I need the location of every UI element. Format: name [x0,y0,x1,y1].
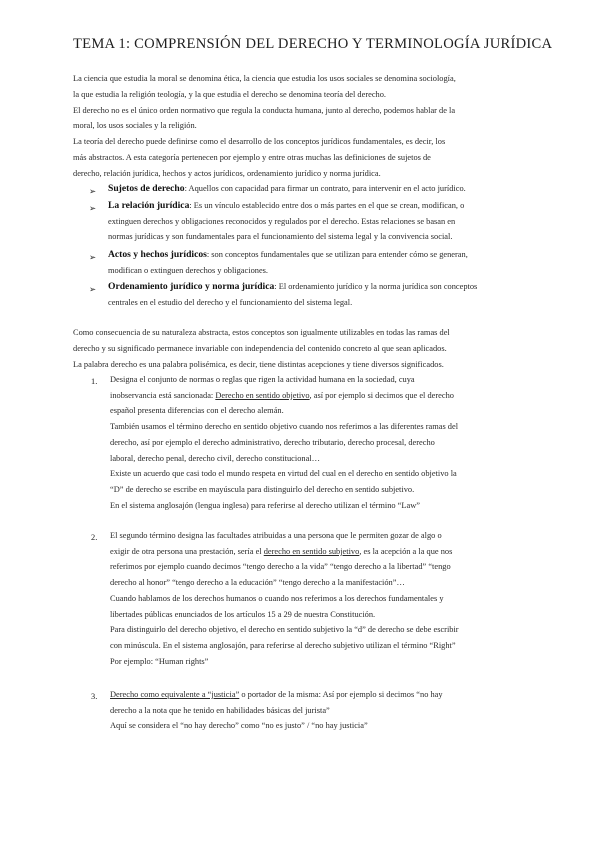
text-line: derecho, así por ejemplo el derecho administrativo, derecho tributario, derecho procesal, derecho [110,437,435,447]
bullet-text: normas jurídicas y son fundamentales para el funcionamiento del sistema legal y la convivencia social. [108,232,453,242]
list-item [110,687,443,734]
list-item [110,528,459,669]
bullet-item [108,181,466,197]
list-number: 3. [91,692,98,701]
list-item [110,372,458,513]
bullet-text: modifican o extinguen derechos y obligaciones. [108,265,269,275]
text-line: La teoría del derecho puede definirse como el desarrollo de los conceptos jurídicos fundamentales, es decir, los [73,137,446,147]
text-line: exigir de otra persona una prestación, sería el [110,546,264,556]
text-line: Por ejemplo: “Human rights” [110,656,209,666]
text-line: También usamos el término derecho en sentido objetivo cuando nos referimos a las diferentes ramas del [110,422,459,432]
text-line: Para distinguirlo del derecho objetivo, el derecho en sentido subjetivo la “d” de derecho se debe escribir [110,625,459,635]
text-line: inobservancia está sancionada: [110,390,216,400]
text-line: derecho, relación jurídica, hechos y actos jurídicos, ordenamiento jurídico y norma jurídica. [73,168,381,178]
middle-paragraph [73,325,450,372]
bullet-text: : Es un vínculo establecido entre dos o más partes en el que se crean, modifican, o [189,201,465,210]
underlined-term: derecho en sentido subjetivo [263,546,360,556]
text-line: referimos por ejemplo cuando decimos “tengo derecho a la vida” “tengo derecho a la libertad” “tengo [110,562,451,572]
text-line: libertades públicas enunciados de los artículos 15 a 29 de nuestra Constitución. [110,609,376,619]
bullet-text: extinguen derechos y obligaciones reconocidos y regulados por el derecho. Estas relaciones se basan en [108,216,456,226]
text-line: derecho y su significado permanece invariable con independencia del contenido concreto al que sean aplicados. [73,343,447,353]
bullet-arrow-icon: ➢ [89,285,97,294]
text-line: Designa el conjunto de normas o reglas que rigen la actividad humana en la sociedad, cuya [110,375,415,384]
document-title: TEMA 1: COMPRENSIÓN DEL DERECHO Y TERMINOLOGÍA JURÍDICA [73,36,553,52]
text-line: , así por ejemplo si decimos que el derecho [309,390,454,400]
text-line: más abstractos. A esta categoría pertenecen por ejemplo y entre otras muchas las definiciones de sujetos de [73,152,431,162]
bullet-item [108,247,468,278]
text-line: con minúscula. En el sistema anglosajón, para referirse al derecho subjetivo utilizan el término “Right” [110,640,456,650]
text-line: La ciencia que estudia la moral se denomina ética, la ciencia que estudia los usos sociales se denomina sociología, [73,74,456,83]
text-line: En el sistema anglosajón (lengua inglesa) para referirse al derecho utilizan el término “Law” [110,500,420,510]
bullet-term: Ordenamiento jurídico y norma jurídica [108,281,275,292]
underlined-term: Derecho en sentido objetivo [215,390,310,400]
text-line: , es la acepción a la que nos [359,546,453,556]
text-line: derecho al honor” “tengo derecho a la educación” “tengo derecho a la manifestación”… [110,578,405,588]
bullet-text: : El ordenamiento jurídico y la norma jurídica son conceptos [274,282,478,291]
text-line: moral, los usos sociales y la religión. [73,121,197,131]
text-line: Existe un acuerdo que casi todo el mundo respeta en virtud del cual en el derecho en sentido objetivo la [110,469,457,479]
bullet-term: Actos y hechos jurídicos [108,249,207,260]
bullet-term: Sujetos de derecho [108,183,185,194]
bullet-term: La relación jurídica [108,200,190,211]
bullet-text: centrales en el estudio del derecho y el funcionamiento del sistema legal. [108,297,353,307]
text-line: o portador de la misma: Así por ejemplo si decimos “no hay [239,690,443,699]
text-line: “D” de derecho se escribe en mayúscula para distinguirlo del derecho en sentido subjetivo. [110,484,415,494]
underlined-term: Derecho como equivalente a “justicia” [110,690,240,699]
bullet-arrow-icon: ➢ [89,204,97,213]
text-line: la que estudia la religión teología, y la que estudia el derecho se denomina teoría del derecho. [73,89,387,99]
text-line: laboral, derecho penal, derecho civil, derecho constitucional… [110,453,320,463]
bullet-item [108,198,464,245]
list-number: 1. [91,377,98,386]
text-line: La palabra derecho es una palabra polisémica, es decir, tiene distintas acepciones y tiene diversos significados. [73,359,444,369]
text-line: El derecho no es el único orden normativo que regula la conducta humana, junto al derecho, podemos hablar de la [73,105,456,115]
intro-paragraph [73,71,456,182]
bullet-arrow-icon: ➢ [89,187,97,196]
bullet-text: : son conceptos fundamentales que se utilizan para entender cómo se generan, [206,250,468,259]
text-line: El segundo término designa las facultades atribuidas a una persona que le permiten gozar de algo o [110,531,442,540]
text-line: Como consecuencia de su naturaleza abstracta, estos conceptos son igualmente utilizables en todas las ramas del [73,328,450,337]
bullet-text: : Aquellos con capacidad para firmar un contrato, para intervenir en el acto jurídico. [184,184,466,193]
text-line: derecho a la nota que he tenido en habilidades básicas del jurista” [110,705,330,715]
bullet-item [108,279,477,310]
bullet-arrow-icon: ➢ [89,253,97,262]
text-line: Cuando hablamos de los derechos humanos o cuando nos referimos a los derechos fundamentales y [110,593,444,603]
text-line: español presenta diferencias con el derecho alemán. [110,406,284,416]
list-number: 2. [91,533,98,542]
text-line: Aquí se considera el “no hay derecho” como “no es justo” / “no hay justicia” [110,721,368,731]
